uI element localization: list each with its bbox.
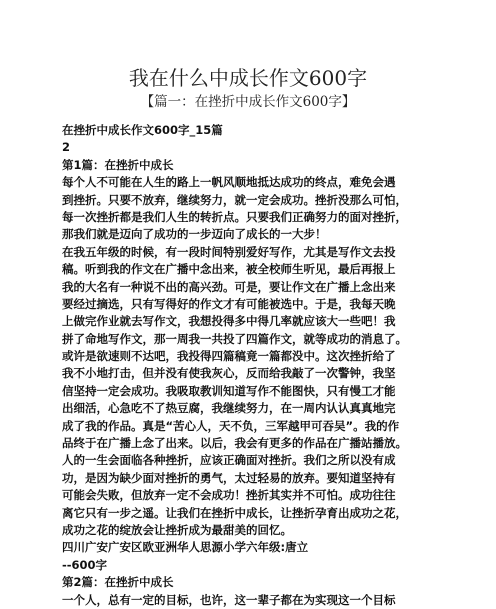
body-text-line: 在挫折中成长作文600字_15篇 xyxy=(62,123,223,137)
body-text-line: 每一次挫折都是我们人生的转折点。只要我们正确努力的面对挫折， xyxy=(62,209,407,224)
body-text-line: 每个人不可能在人生的路上一帆风顺地抵达成功的终点，难免会遇 xyxy=(62,175,396,190)
body-text-line: 第1篇：在挫折中成长 xyxy=(62,157,174,172)
body-text-line: --600字 xyxy=(62,557,108,572)
body-text-line: 成了我的作品。真是“苦心人，天不负，三军越甲可吞吴”。我的作 xyxy=(62,418,400,433)
body-text-line: 一个人，总有一定的目标，也许，这一辈子都在为实现这一个目标 xyxy=(62,592,396,607)
body-text-line: 拼了命地写作文，那一周我一共投了四篇作文，就等成功的消息了。 xyxy=(62,331,407,346)
body-text-line: 信坚持一定会成功。我吸取教训知道写作不能图快，只有慢工才能 xyxy=(62,383,396,398)
body-text-line: 我不小地打击，但并没有使我灰心，反而给我敲了一次警钟，我坚 xyxy=(62,366,396,381)
body-text-line: 上做完作业就去写作文，我想投得多中得几率就应该大一些吧！我 xyxy=(62,314,396,329)
body-text-line: 功，是因为缺少面对挫折的勇气，太过轻易的放弃。要知道坚持有 xyxy=(62,470,396,485)
body-text-line: 可能会失败，但放弃一定不会成功！挫折其实并不可怕。成功往往 xyxy=(62,488,396,503)
body-text-line: 或许是欲速则不达吧，我投得四篇稿竟一篇都没中。这次挫折给了 xyxy=(62,349,396,364)
body-text-line: 在我五年级的时候，有一段时间特别爱好写作，尤其是写作文去投 xyxy=(62,244,396,259)
body-text-line: 要经过摘选，只有写得好的作文才有可能被选中。于是，我每天晚 xyxy=(62,296,396,311)
body-text-line: 离它只有一步之遥。让我们在挫折中成长，让挫折孕育出成功之花， xyxy=(62,505,407,520)
document-title: 我在什么中成长作文600字 xyxy=(128,66,368,90)
body-text-line: 稿。听到我的作文在广播中念出来，被全校师生听见，最后再报上 xyxy=(62,262,396,277)
body-text-line: 出细活，心急吃不了热豆腐，我继续努力，在一周内认认真真地完 xyxy=(62,401,396,416)
body-text-line: 到挫折。只要不放弃，继续努力，就一定会成功。挫折没那么可怕， xyxy=(62,192,407,207)
body-text-line: 四川广安广安区欧亚洲华人思源小学六年级:唐立 xyxy=(62,540,309,555)
document-subtitle: 【篇一：在挫折中成长作文600字】 xyxy=(140,94,356,110)
body-text-line: 成功之花的绽放会让挫折成为最甜美的回忆。 xyxy=(62,522,292,537)
body-text-line: 人的一生会面临各种挫折，应该正确面对挫折。我们之所以没有成 xyxy=(62,453,396,468)
body-text-line: 那我们就是迈向了成功的一步迈向了成长的一大步！ xyxy=(62,227,327,242)
body-text-line: 第2篇：在挫折中成长 xyxy=(62,575,174,590)
body-text-line: 我的大名有一种说不出的高兴劲。可是，要让作文在广播上念出来 xyxy=(62,279,396,294)
document-body xyxy=(62,122,442,609)
body-text-line: 2 xyxy=(62,140,71,155)
body-text-line: 品终于在广播上念了出来。以后，我会有更多的作品在广播站播放。 xyxy=(62,436,407,451)
